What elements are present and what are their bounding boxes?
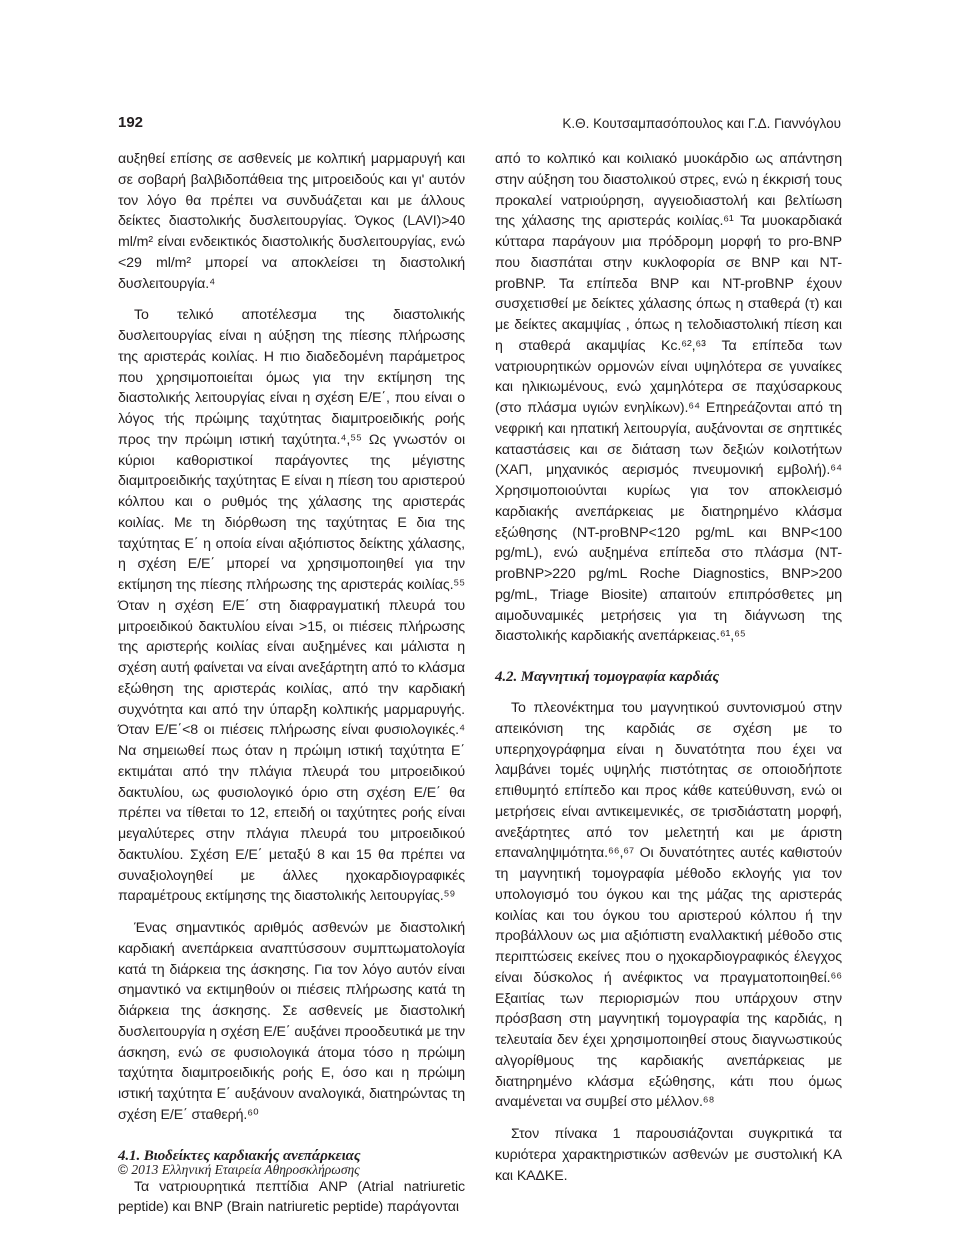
paragraph-gap [118, 907, 465, 918]
section-heading: 4.1. Βιοδείκτες καρδιακής ανεπάρκειας [118, 1147, 361, 1164]
footer-copyright [118, 1161, 360, 1179]
body-paragraph: Τα νατριουρητικά πεπτίδια ANP (Atrial natriuretic peptide) και BNP (Brain natriuretic peptide) παράγονται [118, 1178, 465, 1216]
page-number: 192 [118, 114, 144, 131]
body-paragraph: από το κολπικό και κοιλιακό μυοκάρδιο ως απάντηση στην αύξηση του διαστολικού στρες, ενώ η έκκρισή τους προκαλεί νατριούρηση, αγγειοδιαστολή και βελτίωση της χάλασης της αριστεράς κοιλίας.⁶¹ Τα μυοκαρδιακά κύτταρα παράγουν μια πρόδρομη μορφή το pro-BNP που διασπάται στην κυκλοφορία σε BNP και NT-proBNP. Τα επίπεδα BNP και NT-proBNP έχουν συσχετισθεί με δείκτες χάλασης όπως η σταθερά (τ) και με δείκτες ακαμψίας , όπως η τελοδιαστολική πίεση και η σταθερά ακαμψίας Kc.⁶²,⁶³ Τα επίπεδα των νατριουρητικών ορμονών είναι υψηλότερα σε γυναίκες και ηλικιωμένους, ενώ χαμηλότερα σε παχύσαρκους (στο πλάσμα υγιών ενηλίκων).⁶⁴ Επηρεάζονται από τη νεφρική και ηπατική λειτουργία, αυξάνονται σε σηπτικές καταστάσεις και σε διάταση των δεξιών κοιλοτήτων (ΧΑΠ, μηχανικός αερισμός πνευμονική εμβολή).⁶⁴ Χρησιμοποιούνται κυρίως για τον αποκλεισμό καρδιακής ανεπάρκειας με διατηρημένο κλάσμα εξώθησης (NT-proBNP<120 pg/mL και BNP<100 pg/mL), ενώ αυξημένα επίπεδα στο πλάσμα (NT-proBNP>220 pg/mL Roche Diagnostics, BNP>200 pg/mL, Triage Biosite) απαιτούν επιπρόσθετες μη αιμοδυναμικές μετρήσεις για τη διάγνωση της διαστολικής καρδιακής ανεπάρκειας.⁶¹,⁶⁵ [495, 151, 842, 645]
running-head-authors: Κ.Θ. Κουτσαμπασόπουλος και Γ.Δ. Γιαννόγλου [562, 116, 841, 131]
body-paragraph: αυξηθεί επίσης σε ασθενείς με κολπική μαρμαρυγή και σε σοβαρή βαλβιδοπάθεια της μιτροειδούς και γι' αυτόν τον λόγο θα πρέπει να συνδυάζεται και με άλλους δείκτες διαστολικής δυσλειτουργίας. Όγκος (LAVI)>40 ml/m² είναι ενδεικτικός διαστολικής δυσλειτουργίας, ενώ <29 ml/m² μπορεί να αποκλείσει τη διαστολική δυσλειτουργία.⁴ [118, 151, 465, 292]
section-heading: 4.2. Μαγνητική τομογραφία καρδιάς [495, 669, 720, 685]
paragraph-gap [495, 687, 842, 698]
body-paragraph: Το τελικό αποτέλεσμα της διαστολικής δυσλειτουργίας είναι η αύξηση της πίεσης πλήρωσης της αριστεράς κοιλίας. Η πιο διαδεδομένη παράμετρος που χρησιμοποιείται όμως για την εκτίμηση της διαστολικής λειτουργίας είναι η σχέση Ε/Ε΄, που είναι ο λόγος τής πρώιμης ταχύτητας διαμιτροειδικής ροής προς την πρώιμη ιστική ταχύτητα.⁴,⁵⁵ Ως γνωστόν οι κύριοι καθοριστικοί παράγοντες της μέγιστης διαμιτροειδικής ταχύτητας Ε είναι η πίεση του αριστερού κόλπου και ο ρυθμός της χάλασης της αριστεράς κοιλίας. Με τη διόρθωση της ταχύτητας Ε δια της ταχύτητας Ε΄ η οποία είναι αξιόπιστος δείκτης χάλασης, η σχέση Ε/Ε΄ μπορεί να χρησιμοποιηθεί για την εκτίμηση της πίεσης πλήρωσης της αριστεράς κοιλίας.⁵⁵ Όταν η σχέση Ε/Ε΄ στη διαφραγματική πλευρά του μιτροειδικού δακτυλίου είναι >15, οι πιέσεις πλήρωσης της αριστερής κοιλίας είναι αυξημένες και μάλιστα η σχέση αυτή φαίνεται να είναι ανεξάρτητη από το κλάσμα εξώθηση της αριστεράς κοιλίας, από την καρδιακή συχνότητα και από την ύπαρξη κολπικής μαρμαρυγής. Όταν Ε/Ε΄<8 οι πιέσεις πλήρωσης είναι φυσιολογικές.⁴ Να σημειωθεί πως όταν η πρώιμη ιστική ταχύτητα Ε΄ εκτιμάται από την πλάγια πλευρά του μιτροειδικού δακτυλίου, ως φυσιολογικό όριο στη σχέση Ε/Ε΄ θα πρέπει να τίθεται το 12, επειδή οι ταχύτητες ροής είναι μεγαλύτερες στην πλάγια πλευρά του μιτροειδικού δακτυλίου. Σχέση Ε/Ε΄ μεταξύ 8 και 15 θα πρέπει να συναξιολογηθεί με άλλες ηχοκαρδιογραφικές παραμέτρους εκτίμησης της διαστολικής λειτουργίας.⁵⁹ [118, 307, 465, 905]
paragraph-gap [495, 1113, 842, 1124]
body-paragraph: Ένας σημαντικός αριθμός ασθενών με διαστολική καρδιακή ανεπάρκεια αναπτύσσουν συμπτωματολογία κατά τη διάρκεια της άσκησης. Για τον λόγο αυτόν είναι σημαντικό να εκτιμηθούν οι πιέσεις πλήρωσης κατά τη διάρκεια της άσκησης. Σε ασθενείς με διαστολική δυσλειτουργία η σχέση Ε/Ε΄ αυξάνει προοδευτικά με την άσκηση, ενώ σε φυσιολογικά άτομα τόσο η πρώιμη ταχύτητα διαμιτροειδικής ροής Ε, όσο και η πρώιμη ιστική ταχύτητα Ε΄ αυξάνουν αναλογικά, διατηρώντας τη σχέση Ε/Ε΄ σταθερή.⁶⁰ [118, 920, 465, 1123]
paragraph-gap [495, 647, 842, 667]
footer-text: 2013 Ελληνική Εταιρεία Αθηροσκλήρωσης [127, 1162, 360, 1177]
body-paragraph: Στον πίνακα 1 παρουσιάζονται συγκριτικά τα κυριότερα χαρακτηριστικών ασθενών με συστολική ΚΑ και ΚΑΔΚΕ. [495, 1126, 842, 1184]
paragraph-gap [118, 294, 465, 305]
right-column [495, 149, 842, 1186]
left-column [118, 149, 465, 1218]
copyright-symbol: © [118, 1162, 128, 1177]
paragraph-gap [118, 1126, 465, 1146]
body-paragraph: Το πλεονέκτημα του μαγνητικού συντονισμού στην απεικόνιση της καρδιάς σε σχέση με το υπερηχογράφημα είναι η δυνατότητα που έχει να λαμβάνει τομές υψηλής πιστότητας σε οποιοδήποτε επιθυμητό επίπεδο και προς κάθε κατεύθυνση, ενώ οι μετρήσεις είναι αντικειμενικές, σε τρισδιάστατη μορφή, ανεξάρτητες από τον μελετητή και με άριστη επαναληψιμότητα.⁶⁶,⁶⁷ Οι δυνατότητες αυτές καθιστούν τη μαγνητική τομογραφία μέθοδο εκλογής για τον υπολογισμό του όγκου και της μάζας της αριστεράς κοιλίας και του όγκου του αριστερού κόλπου ή την προβάλλουν ως μια αξιόπιστη εναλλακτική μέθοδο στις περιπτώσεις εκείνες που ο ηχοκαρδιογραφικός έλεγχος είναι δύσκολος ή ανέφικτος να πραγματοποιηθεί.⁶⁶ Εξαιτίας των περιορισμών που υπάρχουν στην πρόσβαση στη μαγνητική τομογραφία της καρδιάς, η τελευταία δεν έχει χρησιμοποιηθεί στους διαγνωστικούς αλγορίθμους της καρδιακής ανεπάρκειας με διατηρημένο κλάσμα εξώθησης, κάτι που όμως αναμένεται να συμβεί στο μέλλον.⁶⁸ [495, 700, 842, 1111]
